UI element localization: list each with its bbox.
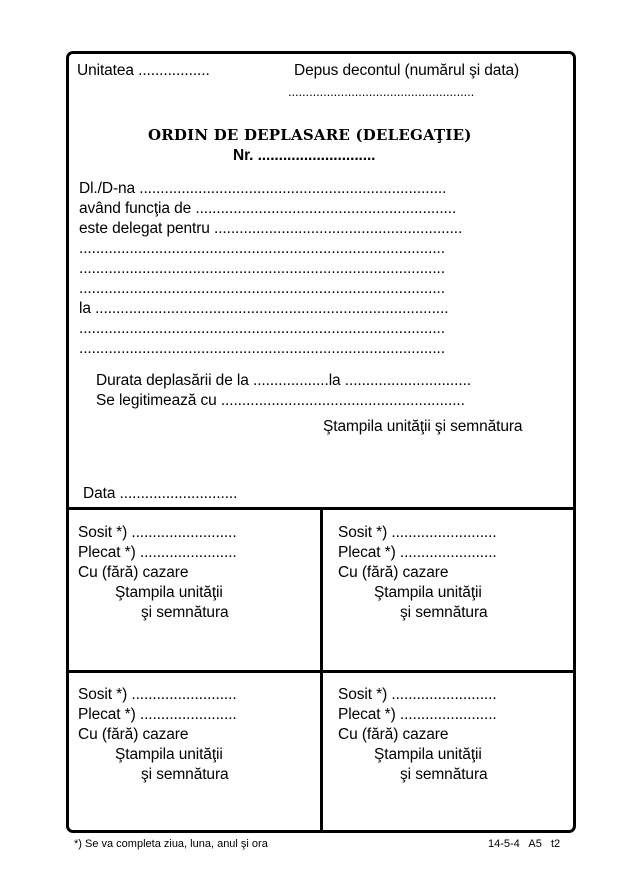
field-data[interactable]: Data ............................: [83, 485, 238, 502]
box3-cazare-label: Cu (fără) cazare: [78, 726, 189, 743]
box2-stampila-label: Ştampila unităţii: [374, 584, 482, 601]
stampila-semnatura-label: Ştampila unităţii şi semnătura: [323, 418, 523, 435]
box1-semnatura-label: şi semnătura: [141, 604, 229, 621]
box3-plecat-field[interactable]: Plecat *) .......................: [78, 706, 237, 723]
box2-cazare-label: Cu (fără) cazare: [338, 564, 449, 581]
box1-sosit-field[interactable]: Sosit *) .........................: [78, 524, 237, 541]
field-functia[interactable]: având funcţia de ..............................................................: [79, 200, 457, 217]
box4-cazare-label: Cu (fără) cazare: [338, 726, 449, 743]
box2-semnatura-label: şi semnătura: [400, 604, 488, 621]
box3-sosit-field[interactable]: Sosit *) .........................: [78, 686, 237, 703]
depus-decontul-label: Depus decontul (numărul şi data): [294, 62, 520, 79]
box1-plecat-field[interactable]: Plecat *) .......................: [78, 544, 237, 561]
field-line[interactable]: .......................................................................................: [79, 280, 445, 297]
box2-sosit-field[interactable]: Sosit *) .........................: [338, 524, 497, 541]
field-line[interactable]: .......................................................................................: [79, 260, 445, 277]
box1-stampila-label: Ştampila unităţii: [115, 584, 223, 601]
box4-plecat-field[interactable]: Plecat *) .......................: [338, 706, 497, 723]
box3-semnatura-label: şi semnătura: [141, 766, 229, 783]
column-divider: [320, 507, 323, 833]
depus-decontul-field[interactable]: .....................................................: [288, 84, 475, 99]
box4-semnatura-label: şi semnătura: [400, 766, 488, 783]
footer-note: *) Se va completa ziua, luna, anul şi ora: [74, 838, 268, 850]
field-dl-dna[interactable]: Dl./D-na .........................................................................: [79, 180, 447, 197]
field-la[interactable]: la ....................................................................................: [79, 300, 449, 317]
box2-plecat-field[interactable]: Plecat *) .......................: [338, 544, 497, 561]
box4-sosit-field[interactable]: Sosit *) .........................: [338, 686, 497, 703]
field-delegat-pentru[interactable]: este delegat pentru ...........................................................: [79, 220, 463, 237]
box4-stampila-label: Ştampila unităţii: [374, 746, 482, 763]
form-code: 14-5-4 A5 t2: [488, 838, 561, 850]
box1-cazare-label: Cu (fără) cazare: [78, 564, 189, 581]
document-number-field[interactable]: Nr. ............................: [233, 147, 376, 164]
field-durata[interactable]: Durata deplasării de la ..................la ..............................: [96, 372, 471, 389]
box3-stampila-label: Ştampila unităţii: [115, 746, 223, 763]
field-line[interactable]: .......................................................................................: [79, 340, 445, 357]
field-legitimeaza[interactable]: Se legitimează cu ..........................................................: [96, 392, 465, 409]
field-line[interactable]: .......................................................................................: [79, 240, 445, 257]
document-title: ORDIN DE DEPLASARE (DELEGAŢIE): [148, 126, 472, 144]
unitatea-field[interactable]: Unitatea .................: [77, 62, 210, 79]
field-line[interactable]: .......................................................................................: [79, 320, 445, 337]
